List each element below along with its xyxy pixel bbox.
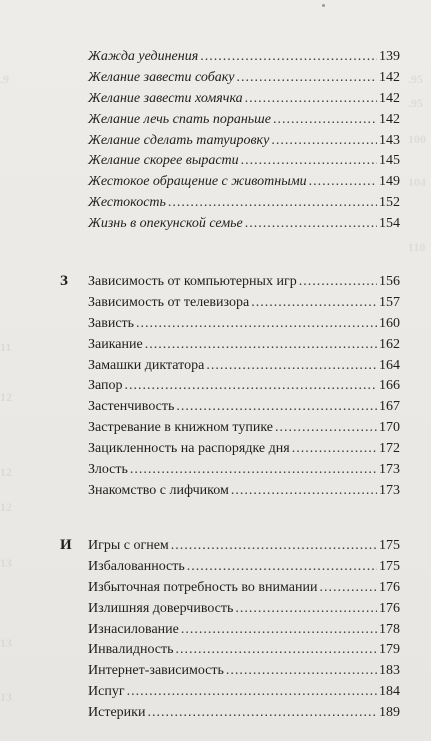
index-entry [88,578,400,599]
entry-title: Желание лечь спать пораньше [88,111,271,127]
bleed-through: 110 [408,240,426,254]
leader-dots [231,481,377,501]
entry-title: Замашки диктатора [88,357,205,373]
bleed-through: 12 [0,390,12,404]
entry-title: Истерики [88,705,146,721]
leader-dots [251,293,377,313]
bleed-through: .95 [408,96,423,110]
bleed-through: 13 [0,556,12,570]
entry-title: Знакомство с лифчиком [88,482,229,498]
leader-dots [235,599,377,619]
entry-title: Застревание в книжном тупике [88,420,274,436]
entry-page: 139 [379,49,400,64]
section-letter: И [60,537,72,553]
entry-title: Жестокое обращение с животными [88,174,307,190]
index-entry [88,110,400,131]
leader-dots [176,640,377,660]
entry-list [88,272,400,502]
index-entry [88,335,400,356]
index-entry [88,418,400,439]
index-entry [88,214,400,235]
leader-dots [237,68,377,88]
entry-title: Запор [88,378,123,394]
entry-title: Желание скорее вырасти [88,153,239,169]
leader-dots [125,376,377,396]
index-entry [88,272,400,293]
index-entry [88,703,400,724]
entry-page: 142 [379,111,400,127]
leader-dots [187,557,377,577]
entry-page: 183 [379,663,400,679]
entry-page: 176 [379,579,400,595]
entry-page: 179 [379,642,400,658]
leader-dots [145,335,377,355]
entry-title: Избалованность [88,558,185,574]
entry-title: Жажда уединения [88,49,199,64]
leader-dots [181,620,377,640]
entry-title: Злость [88,462,128,478]
bleed-through: .9 [0,72,9,86]
leader-dots [275,418,377,438]
entry-page: 164 [379,357,400,373]
leader-dots [241,151,377,171]
print-mark [322,4,325,7]
entry-page: 178 [379,621,400,637]
entry-page: 175 [379,538,400,553]
bleed-through: 104 [408,175,426,189]
entry-title: Желание завести хомячка [88,90,243,106]
leader-dots [136,314,377,334]
entry-title: Интернет-зависимость [88,663,224,679]
entry-page: 167 [379,399,400,415]
leader-dots [245,89,377,109]
index-entry [88,682,400,703]
index-entry [88,376,400,397]
entry-title: Желание завести собаку [88,69,235,85]
index-entry [88,68,400,89]
entry-page: 172 [379,441,400,457]
leader-dots [168,193,377,213]
leader-dots [200,47,377,67]
bleed-through: 13 [0,636,12,650]
index-entry [88,557,400,578]
leader-dots [130,460,377,480]
index-entry [88,293,400,314]
entry-page: 149 [379,174,400,190]
leader-dots [226,661,377,681]
bleed-through: .95 [408,72,423,86]
index-entry [88,620,400,641]
entry-title: Заикание [88,336,143,352]
index-entry [88,47,400,68]
entry-title: Зависимость от компьютерных игр [88,274,297,289]
entry-page: 145 [379,153,400,169]
index-entry [88,151,400,172]
index-entry [88,356,400,377]
entry-title: Желание сделать татуировку [88,132,270,148]
entry-title: Зависимость от телевизора [88,294,250,310]
entry-page: 173 [379,482,400,498]
index-entry [88,193,400,214]
entry-page: 170 [379,420,400,436]
leader-dots [245,214,377,234]
index-entry [88,314,400,335]
entry-list [88,536,400,724]
entry-title: Застенчивость [88,399,175,415]
bleed-through: 100 [408,132,426,146]
entry-page: 156 [379,274,400,289]
section-letter: З [60,273,68,289]
entry-title: Зависть [88,315,135,331]
bleed-through: 12 [0,465,12,479]
index-entry [88,439,400,460]
leader-dots [147,703,377,723]
entry-title: Жестокость [88,195,166,211]
index-entry [88,89,400,110]
entry-page: 160 [379,315,400,331]
entry-title: Зацикленность на распорядке дня [88,441,290,457]
index-entry [88,397,400,418]
leader-dots [273,110,377,130]
entry-page: 175 [379,558,400,574]
entry-page: 173 [379,462,400,478]
entry-title: Изнасилование [88,621,179,637]
entry-page: 154 [379,216,400,232]
leader-dots [176,397,377,417]
entry-title: Излишняя доверчивость [88,600,234,616]
leader-dots [171,536,377,556]
entry-title: Игры с огнем [88,538,169,553]
bleed-through: 13 [0,690,12,704]
index-entry [88,131,400,152]
index-entry [88,599,400,620]
entry-page: 157 [379,294,400,310]
index-entry [88,172,400,193]
entry-title: Инвалидность [88,642,174,658]
leader-dots [319,578,377,598]
leader-dots [271,131,377,151]
entry-page: 166 [379,378,400,394]
index-entry [88,460,400,481]
leader-dots [299,272,377,292]
leader-dots [292,439,377,459]
entry-page: 184 [379,684,400,700]
index-entry [88,640,400,661]
entry-page: 142 [379,90,400,106]
entry-page: 189 [379,705,400,721]
entry-title: Испуг [88,684,125,700]
bleed-through: 11 [0,340,12,354]
entry-title: Избыточная потребность во внимании [88,579,318,595]
index-entry [88,661,400,682]
entry-page: 143 [379,132,400,148]
index-entry [88,536,400,557]
entry-page: 152 [379,195,400,211]
leader-dots [206,356,377,376]
leader-dots [309,172,377,192]
index-entry [88,481,400,502]
entry-page: 142 [379,69,400,85]
entry-list [88,47,400,235]
bleed-through: 12 [0,500,12,514]
leader-dots [127,682,377,702]
entry-title: Жизнь в опекунской семье [88,216,243,232]
entry-page: 176 [379,600,400,616]
entry-page: 162 [379,336,400,352]
